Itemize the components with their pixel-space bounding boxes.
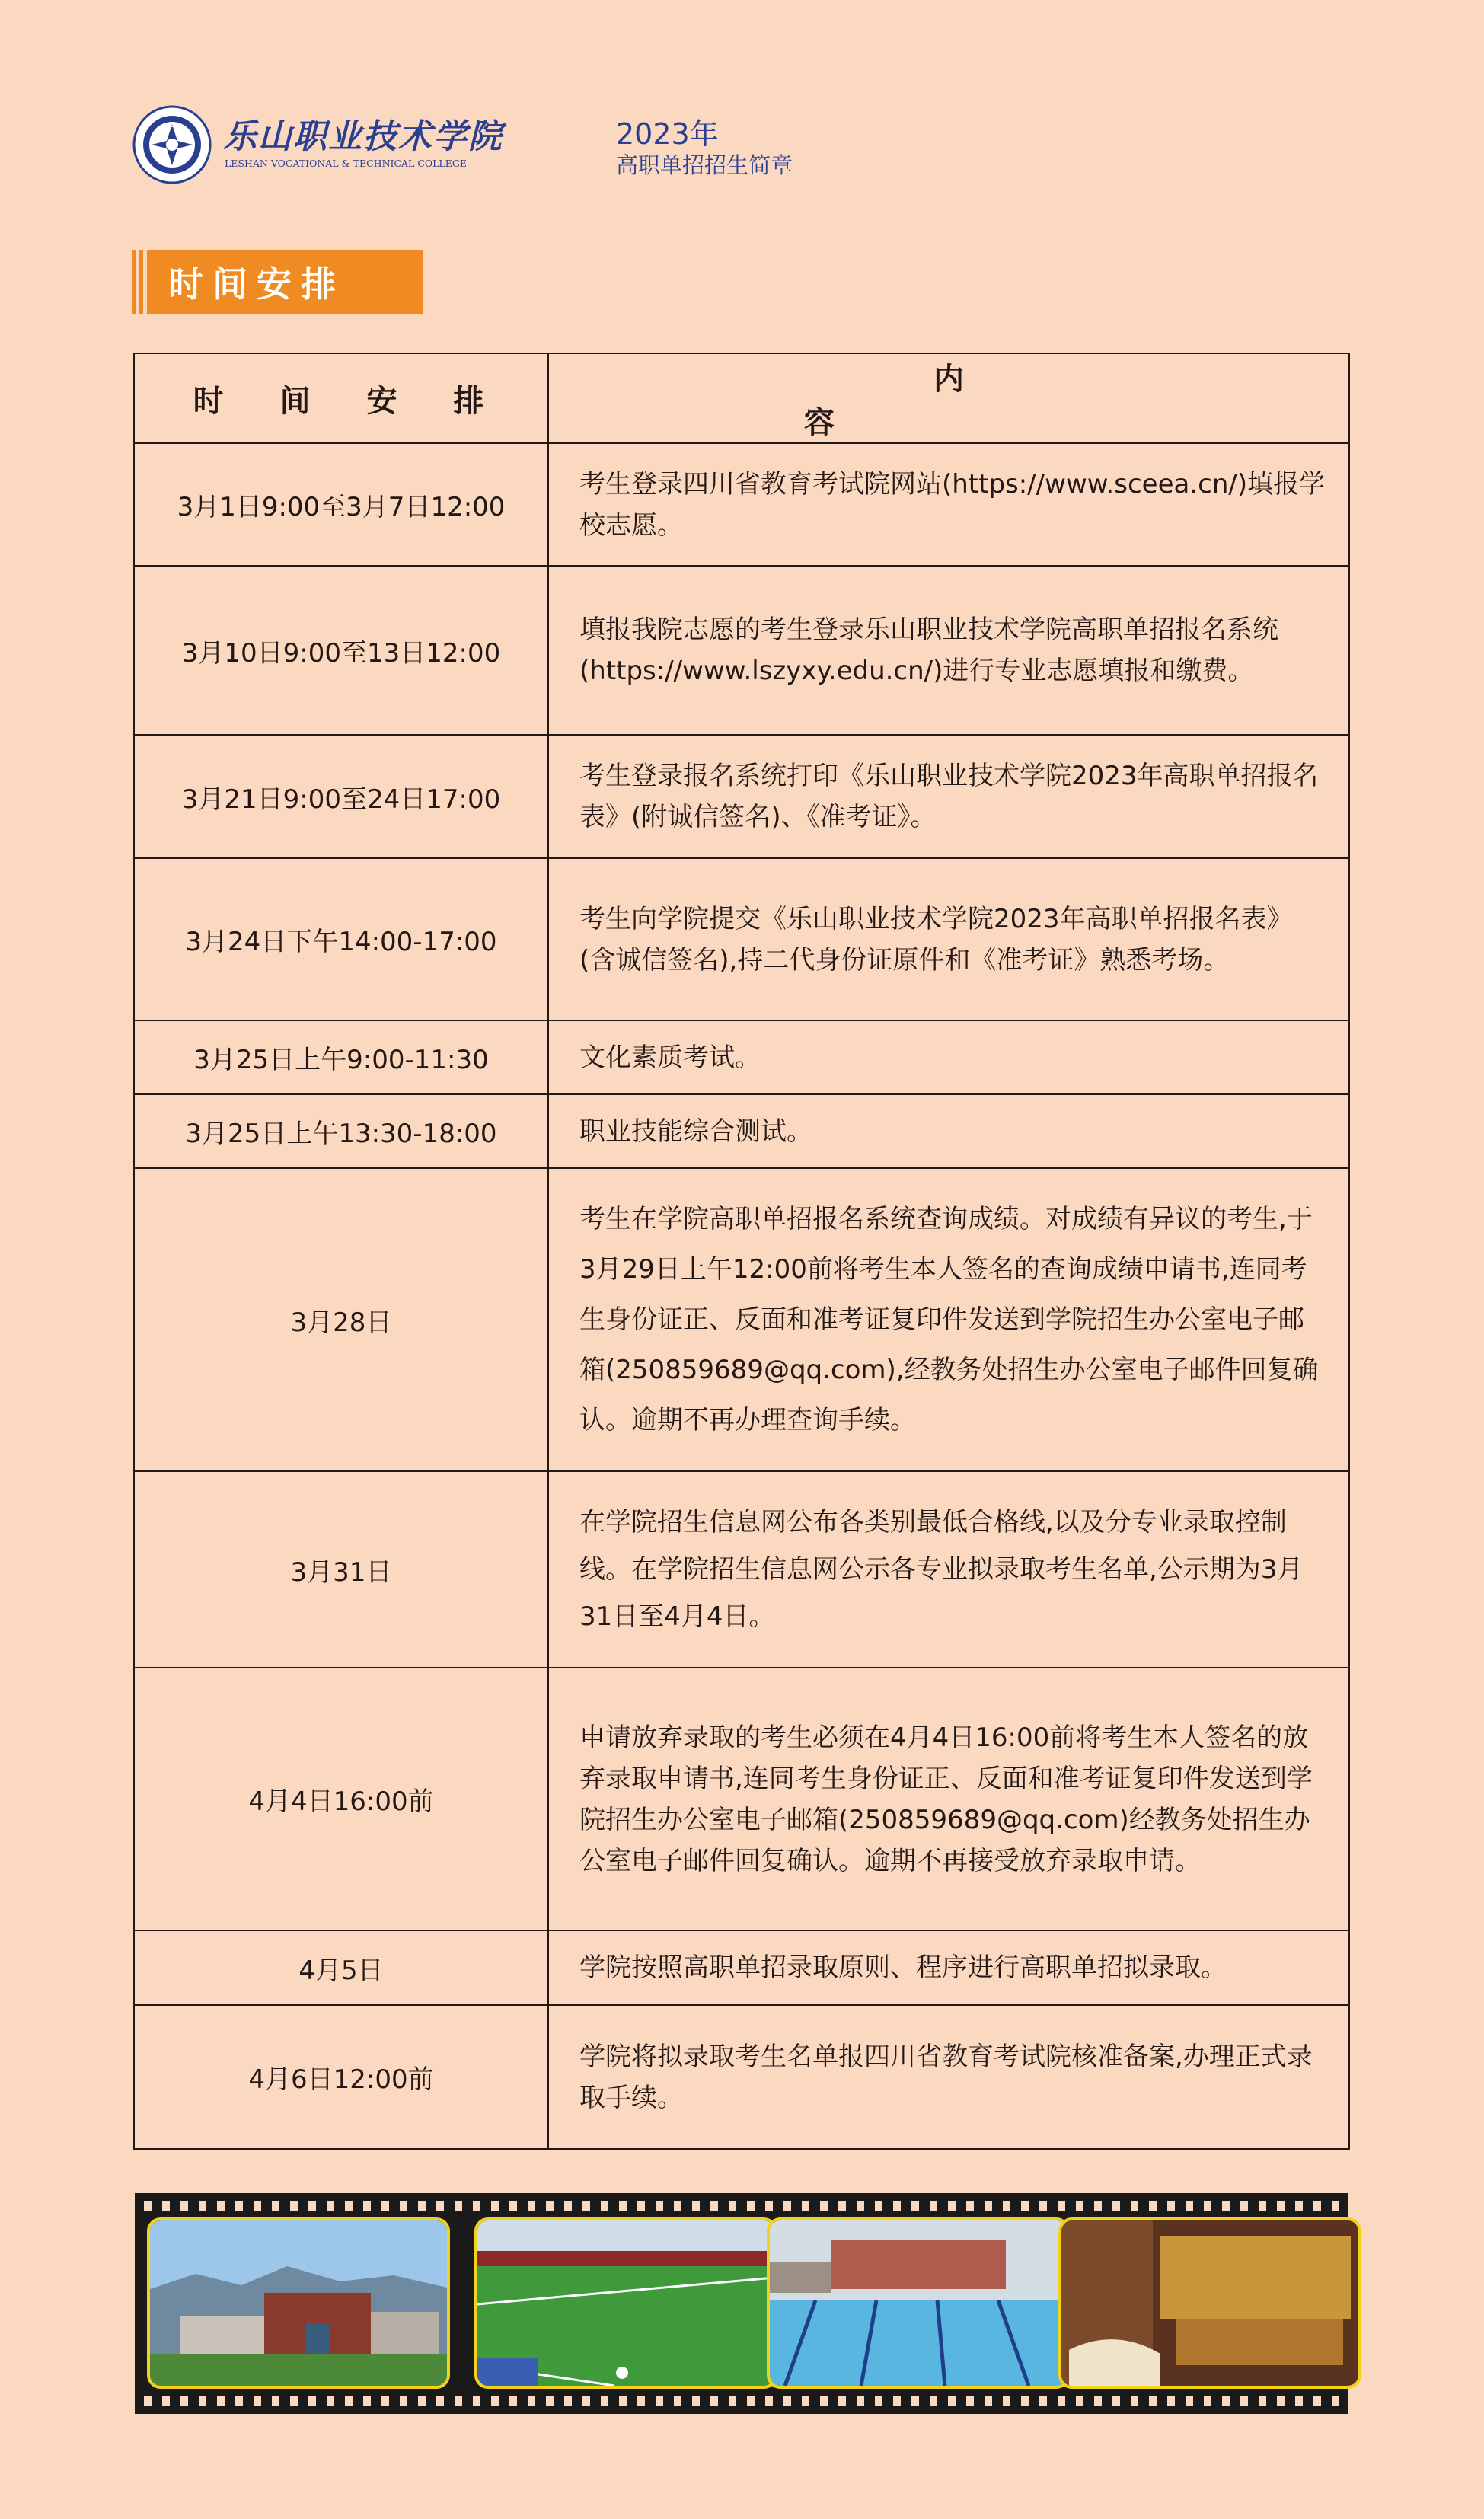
row-content: 考生登录报名系统打印《乐山职业技术学院2023年高职单招报名表》(附诚信签名)、《准考证》。 xyxy=(548,735,1349,858)
film-perforation xyxy=(144,2201,1339,2211)
header-content: 内 容 xyxy=(548,353,1349,443)
row-time: 3月31日 xyxy=(134,1471,548,1668)
college-name-cn: 乐山职业技术学院 xyxy=(223,117,503,156)
row-content: 考生在学院高职单招报名系统查询成绩。对成绩有异议的考生,于3月29日上午12:00前将考生本人签名的查询成绩申请书,连同考生身份证正、反面和准考证复印件发送到学院招生办公室电子邮箱(250859689@qq.com),经教务处招生办公室电子邮件回复确认。逾期不再办理查询手续。 xyxy=(548,1168,1349,1471)
campus-building-photo xyxy=(147,2217,450,2389)
row-time: 3月25日上午9:00-11:30 xyxy=(134,1020,548,1094)
row-content: 学院将拟录取考生名单报四川省教育考试院核准备案,办理正式录取手续。 xyxy=(548,2005,1349,2149)
college-name-en: LESHAN VOCATIONAL & TECHNICAL COLLEGE xyxy=(225,158,467,169)
row-content: 申请放弃录取的考生必须在4月4日16:00前将考生本人签名的放弃录取申请书,连同考生身份证正、反面和准考证复印件发送到学院招生办公室电子邮箱(250859689@qq.com)经教务处招生办公室电子邮件回复确认。逾期不再接受放弃录取申请。 xyxy=(548,1668,1349,1930)
table-row xyxy=(134,858,1349,1020)
college-logo-icon xyxy=(132,104,212,185)
row-time: 3月28日 xyxy=(134,1168,548,1471)
brochure-year: 2023年 xyxy=(616,117,719,151)
swimming-pool-photo xyxy=(767,2217,1070,2389)
row-content: 填报我院志愿的考生登录乐山职业技术学院高职单招报名系统(https://www.lszyxy.edu.cn/)进行专业志愿填报和缴费。 xyxy=(548,566,1349,735)
film-perforation xyxy=(144,2396,1339,2406)
row-time: 4月5日 xyxy=(134,1930,548,2005)
table-row xyxy=(134,1168,1349,1471)
brand xyxy=(223,104,793,185)
row-content: 在学院招生信息网公布各类别最低合格线,以及分专业录取控制线。在学院招生信息网公示各专业拟录取考生名单,公示期为3月31日至4月4日。 xyxy=(548,1471,1349,1668)
section-title-tag xyxy=(132,250,423,314)
row-content: 考生登录四川省教育考试院网站(https://www.sceea.cn/)填报学校志愿。 xyxy=(548,443,1349,566)
row-time: 3月21日9:00至24日17:00 xyxy=(134,735,548,858)
tag-stripe xyxy=(132,250,136,314)
table-row xyxy=(134,1930,1349,2005)
photo-filmstrip xyxy=(135,2193,1348,2414)
table-row xyxy=(134,735,1349,858)
row-content: 职业技能综合测试。 xyxy=(548,1094,1349,1168)
row-content: 文化素质考试。 xyxy=(548,1020,1349,1094)
table-row xyxy=(134,566,1349,735)
tag-stripe xyxy=(139,250,143,314)
table-row xyxy=(134,1668,1349,1930)
section-title: 时间安排 xyxy=(147,250,423,314)
header-time: 时 间 安 排 xyxy=(134,353,548,443)
table-header-row xyxy=(134,353,1349,443)
row-time: 3月10日9:00至13日12:00 xyxy=(134,566,548,735)
football-field-photo xyxy=(474,2217,777,2389)
library-photo xyxy=(1058,2217,1361,2389)
table-row xyxy=(134,1471,1349,1668)
row-content: 学院按照高职单招录取原则、程序进行高职单招拟录取。 xyxy=(548,1930,1349,2005)
row-time: 3月1日9:00至3月7日12:00 xyxy=(134,443,548,566)
row-content: 考生向学院提交《乐山职业技术学院2023年高职单招报名表》(含诚信签名),持二代身份证原件和《准考证》熟悉考场。 xyxy=(548,858,1349,1020)
row-time: 3月24日下午14:00-17:00 xyxy=(134,858,548,1020)
row-time: 4月6日12:00前 xyxy=(134,2005,548,2149)
table-row xyxy=(134,443,1349,566)
row-time: 3月25日上午13:30-18:00 xyxy=(134,1094,548,1168)
row-time: 4月4日16:00前 xyxy=(134,1668,548,1930)
brochure-subtitle: 高职单招招生简章 xyxy=(616,152,793,178)
schedule-table xyxy=(133,353,1350,2150)
table-row xyxy=(134,2005,1349,2149)
table-row xyxy=(134,1094,1349,1168)
header xyxy=(132,99,793,190)
table-row xyxy=(134,1020,1349,1094)
